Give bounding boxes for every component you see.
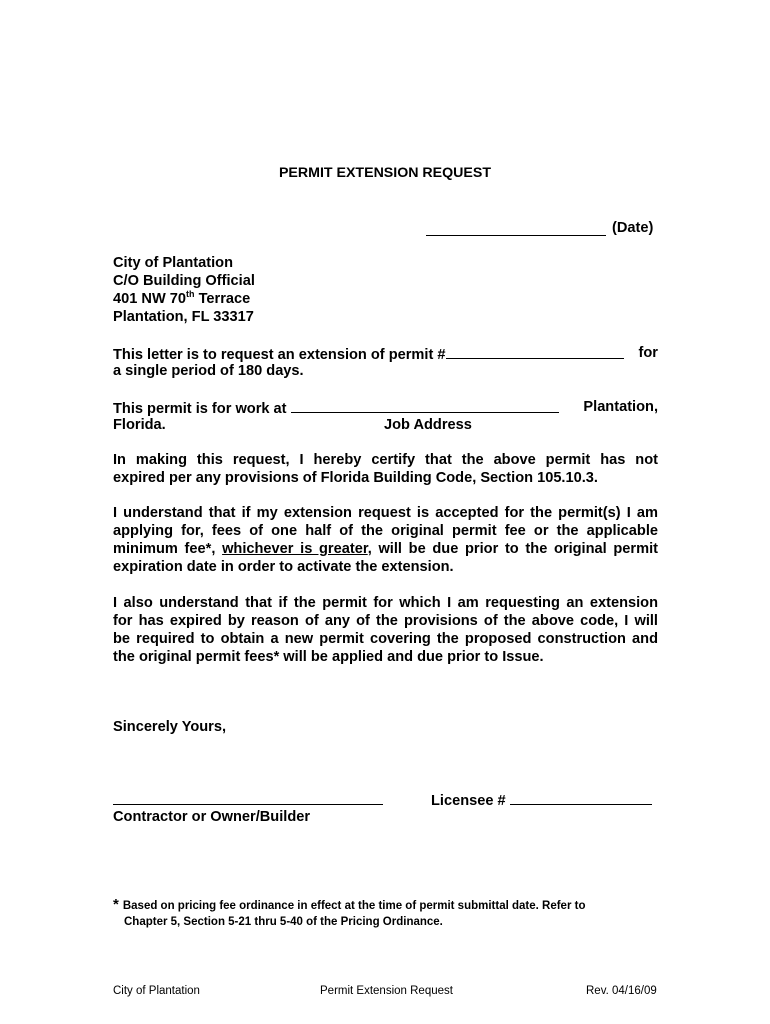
address-ordinal: th: [186, 289, 195, 300]
footnote-marker: *: [113, 896, 119, 913]
date-label: (Date): [612, 220, 654, 236]
fee-paragraph: [113, 504, 658, 576]
fee-line-2: applying for, fees of one half of the original permit fee or the applicable: [113, 523, 658, 539]
permit-request-line-2: a single period of 180 days.: [113, 363, 304, 379]
job-address-line-2: [113, 416, 658, 434]
licensee-field: [431, 790, 652, 810]
florida-text: Florida.: [113, 417, 166, 433]
closing: Sincerely Yours,: [113, 719, 227, 735]
fee-line-3-start: minimum fee*,: [113, 541, 223, 557]
permit-request-line-1: [113, 344, 658, 362]
job-address-paragraph: [113, 398, 658, 434]
address-line-4: Plantation, FL 33317: [113, 309, 254, 325]
recipient-address: [113, 254, 255, 326]
footnote: [113, 897, 585, 930]
job-address-label: Job Address: [384, 417, 472, 433]
signature-field-line[interactable]: [113, 790, 383, 805]
fee-line-4: expiration date in order to activate the extension.: [113, 559, 454, 575]
permit-request-for: for: [638, 345, 658, 361]
work-at-text: This permit is for work at: [113, 401, 287, 417]
certification-paragraph: [113, 451, 658, 487]
address-street: 401 NW 70: [113, 291, 187, 307]
licensee-label: Licensee #: [431, 793, 506, 809]
expiration-line-1: I also understand that if the permit for which I am requesting an extension: [113, 595, 658, 611]
certification-line-2: expired per any provisions of Florida Building Code, Section 105.10.3.: [113, 470, 598, 486]
address-street-suffix: Terrace: [194, 291, 251, 307]
footnote-line-1: [113, 897, 585, 914]
address-line-1: City of Plantation: [113, 255, 233, 271]
job-address-field[interactable]: [291, 398, 559, 413]
permit-request-paragraph: [113, 344, 658, 380]
whichever-greater-text: whichever is greater: [222, 541, 368, 557]
licensee-number-field[interactable]: [510, 790, 652, 805]
fee-line-3-end: , will be due prior to the original permit: [367, 541, 658, 557]
date-field-line[interactable]: [426, 219, 606, 236]
plantation-text: Plantation,: [583, 399, 658, 415]
permit-request-text: This letter is to request an extension of permit #: [113, 347, 446, 363]
permit-number-field[interactable]: [446, 344, 624, 359]
expiration-paragraph: [113, 594, 658, 666]
address-line-2: C/O Building Official: [113, 273, 255, 289]
address-line-3: [113, 290, 255, 308]
expiration-line-2: for has expired by reason of any of the provisions of the above code, I will: [113, 613, 658, 629]
footnote-text-2: Chapter 5, Section 5-21 thru 5-40 of the Pricing Ordinance.: [124, 916, 443, 928]
expiration-line-4: the original permit fees* will be applied and due prior to Issue.: [113, 649, 544, 665]
page-title: PERMIT EXTENSION REQUEST: [278, 165, 492, 181]
footer-right: Rev. 04/16/09: [586, 985, 657, 997]
certification-line-1: In making this request, I hereby certify that the above permit has not: [113, 452, 658, 468]
fee-line-1: I understand that if my extension request is accepted for the permit(s) I am: [113, 505, 658, 521]
footnote-text-1: Based on pricing fee ordinance in effect at the time of permit submittal date. Refer to: [122, 900, 586, 912]
fee-line-3: [113, 540, 658, 558]
signature-label: Contractor or Owner/Builder: [113, 809, 311, 825]
footer-left: City of Plantation: [113, 985, 200, 997]
expiration-line-3: be required to obtain a new permit covering the proposed construction and: [113, 631, 658, 647]
footer-center: Permit Extension Request: [320, 985, 453, 997]
job-address-line-1: [113, 398, 658, 416]
